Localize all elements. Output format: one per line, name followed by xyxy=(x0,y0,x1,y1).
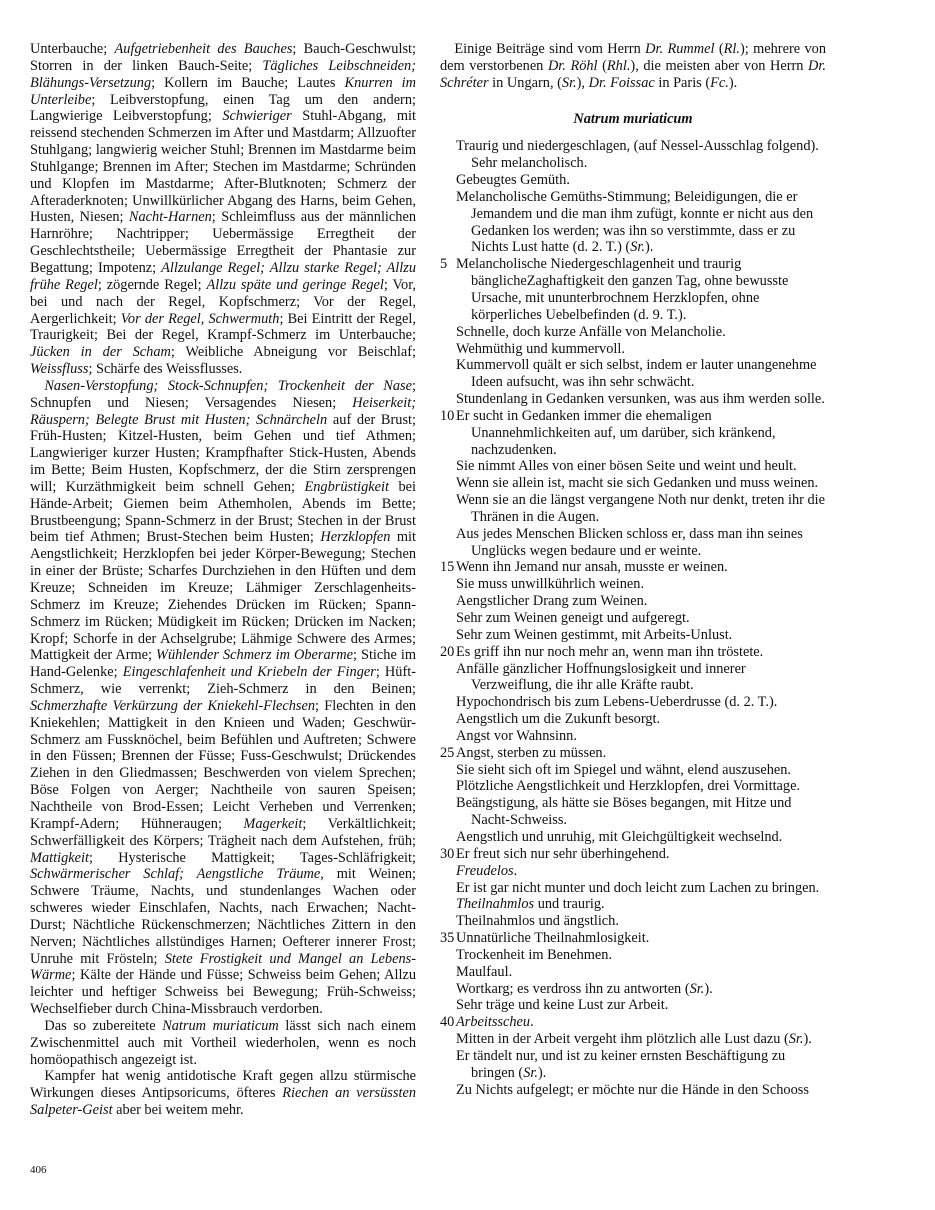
symptom-entry xyxy=(440,644,826,661)
symptom-line-number: 15 xyxy=(440,559,455,576)
symptom-line-number: 20 xyxy=(440,643,455,660)
symptom-text: Wenn sie an die längst vergangene Noth nur denkt, treten ihr die Thränen in die Augen. xyxy=(456,492,826,525)
symptom-text: Plötzliche Aengstlichkeit und Herzklopfen, drei Vormittage. xyxy=(456,778,801,795)
symptom-entry xyxy=(440,1031,826,1048)
symptom-entry xyxy=(440,745,826,762)
symptom-entry xyxy=(440,778,826,795)
symptom-text: Beängstigung, als hätte sie Böses begangen, mit Hitze und Nacht-Schweiss. xyxy=(456,795,792,829)
symptom-text: Maulfaul. xyxy=(456,963,513,980)
symptom-text: Angst, sterben zu müssen. xyxy=(456,744,607,761)
page-number: 406 xyxy=(30,1164,47,1176)
symptom-text: Mitten in der Arbeit vergeht ihm plötzlich alle Lust dazu (Sr.). xyxy=(456,1031,812,1048)
symptom-text: Trockenheit im Benehmen. xyxy=(456,946,613,963)
symptom-entry xyxy=(440,880,826,897)
symptom-text: Sie nimmt Alles von einer bösen Seite und weint und heult. xyxy=(456,458,797,475)
symptom-text: Arbeitsscheu. xyxy=(456,1014,534,1031)
symptom-entry xyxy=(440,829,826,846)
symptom-entry xyxy=(440,172,826,189)
symptom-text: Theilnahmlos und ängstlich. xyxy=(456,913,619,930)
symptom-entry xyxy=(440,981,826,998)
symptom-entry xyxy=(440,357,826,391)
symptom-text: Aus jedes Menschen Blicken schloss er, dass man ihn seines Unglücks wegen bedaure und er weinte. xyxy=(456,525,803,559)
symptom-entry xyxy=(440,947,826,964)
symptom-text: Er freut sich nur sehr überhingehend. xyxy=(456,845,670,862)
symptom-text: Sie sieht sich oft im Spiegel und wähnt, elend auszusehen. xyxy=(456,761,792,778)
symptom-text: Melancholische Niedergeschlagenheit und traurig bänglicheZaghaftigkeit den ganzen Tag, ohne bewusste Ursache, mit ununterbrochnem Herzklopfen, ohne körperliches Uebelbefinden (d. 9. T.). xyxy=(456,256,789,323)
symptom-text: Zu Nichts aufgelegt; er möchte nur die Hände in den Schooss xyxy=(456,1081,809,1098)
symptom-entry xyxy=(440,526,826,560)
symptom-entry xyxy=(440,341,826,358)
symptom-text: Wehmüthig und kummervoll. xyxy=(456,340,625,357)
symptom-entry xyxy=(440,458,826,475)
symptom-text: Sehr träge und keine Lust zur Arbeit. xyxy=(456,997,669,1014)
symptom-text: Freudelos. xyxy=(456,862,518,879)
symptom-text: Hypochondrisch bis zum Lebens-Ueberdrusse (d. 2. T.). xyxy=(456,694,778,711)
symptom-text: Wenn sie allein ist, macht sie sich Gedanken und muss weinen. xyxy=(456,475,819,492)
paragraph-antidote-note: Kampfer hat wenig antidotische Kraft gegen allzu stürmische Wirkungen dieses Antipsoricums, öfteres Riechen an versüssten Salpeter-Geist aber bei weitem mehr. xyxy=(30,1068,416,1119)
symptom-entry xyxy=(440,610,826,627)
symptom-text: Stundenlang in Gedanken versunken, was aus ihm werden solle. xyxy=(456,391,825,408)
symptom-entry xyxy=(440,576,826,593)
symptom-text: Aengstlicher Drang zum Weinen. xyxy=(456,593,648,610)
symptom-entry xyxy=(440,593,826,610)
symptom-text: Angst vor Wahnsinn. xyxy=(456,727,577,744)
symptom-entry xyxy=(440,559,826,576)
symptom-text: Melancholische Gemüths-Stimmung; Beleidigungen, die er Jemandem und die man ihm zufügt, konnte er nicht aus den Gedanken los werden; was ihn so verstimmte, dass er zu Nichts Lust hatte (d. 2. T.) (Sr.). xyxy=(456,188,814,256)
symptom-entry xyxy=(440,795,826,829)
symptom-line-number: 40 xyxy=(440,1014,455,1031)
symptom-entry xyxy=(440,930,826,947)
paragraph-repetition-note: Das so zubereitete Natrum muriaticum lässt sich nach einem Zwischenmittel auch mit Vortheil wiederholen, wenn es noch homöopathisch angezeigt ist. xyxy=(30,1017,417,1068)
symptom-entry xyxy=(440,492,826,526)
symptom-entry xyxy=(440,627,826,644)
paragraph-symptoms-chest-limbs: Nasen-Verstopfung; Stock-Schnupfen; Trockenheit der Nase; Schnupfen und Niesen; Versagendes Niesen; Heiserkeit; Räuspern; Belegte Brust mit Husten; Schnärcheln auf der Brust; Früh-Husten; Kitzel-Husten, beim Gehen und tief Athmen; Langwieriger kurzer Husten; Krampfhafter Stick-Husten, Abends im Bette; Beim Husten, Kopfschmerz, der die Stirn zersprengen will; Kurzäthmigkeit beim schnell Gehen; Engbrüstigkeit bei Hände-Arbeit; Giemen beim Athemholen, Abends im Bette; Brustbeengung; Spann-Schmerz in der Brust; Stechen in der Brust beim tief Athmen; Brust-Stechen beim Husten; Herzklopfen mit Aengstlichkeit; Herzklopfen bei jeder Körper-Bewegung; Stechen in einer der Brüste; Scharfes Durchziehen in den Hüften und dem Kreuze; Schneiden im Kreuze; Lähmiger Zerschlagenheits-Schmerz im Kreuze; Ziehendes Drücken im Rücken; Spann-Schmerz im Rücken; Müdigkeit im Rücken; Drücken im Nacken; Kropf; Schorfe in der Achselgrube; Lähmige Schwere des Armes; Mattigkeit der Arme; Wühlender Schmerz im Oberarme; Stiche im Hand-Gelenke; Eingeschlafenheit und Kriebeln der Finger; Hüft-Schmerz, wie verrenkt; Zieh-Schmerz in den Beinen; Schmerzhafte Verkürzung der Kniekehl-Flechsen; Flechten in den Kniekehlen; Mattigkeit in den Knieen und Waden; Geschwür-Schmerz am Fussknöchel, beim Befühlen und Auftreten; Schwere in den Füssen; Brennen der Füsse; Fuss-Geschwulst; Drückendes Ziehen in den Gliedmassen; Beschwerden von vielem Sprechen; Böse Folgen von Aerger; Nachtheile von sauren Speisen; Nachtheile von Brod-Essen; Leicht Verheben und Verrenken; Krampf-Adern; Hühneraugen; Magerkeit; Verkältlichkeit; Schwerfälligkeit des Körpers; Trägheit nach dem Aufstehen, früh; Mattigkeit; Hysterische Mattigkeit; Tages-Schläfrigkeit; Schwärmerischer Schlaf; Aengstliche Träume, mit Weinen; Schwere Träume, Nachts, und stundenlanges Wachen oder schweres wieder Einschlafen, Nachts, nach Erwachen; Nacht-Durst; Nächtliche Rückenschmerzen; Nächtliches Zittern in den Nerven; Nächtliches allstündiges Harnen; Oefterer innerer Frost; Unruhe mit Frösteln; Stete Frostigkeit und Mangel an Lebens-Wärme; Kälte der Hände und Füsse; Schweiss beim Gehen; Allzu leichter und heftiger Schweiss bei Bewegung; Früh-Schweiss; Wechselfieber durch China-Missbrauch verdorben. xyxy=(30,377,417,1018)
symptom-entry xyxy=(440,256,826,323)
symptom-text: Es griff ihn nur noch mehr an, wenn man ihn tröstete. xyxy=(456,643,764,660)
symptom-entry xyxy=(440,189,826,256)
symptom-line-number: 5 xyxy=(440,256,448,273)
symptom-list xyxy=(440,138,826,1098)
symptom-text: Schnelle, doch kurze Anfälle von Melancholie. xyxy=(456,323,726,340)
symptom-entry xyxy=(440,711,826,728)
symptom-line-number: 10 xyxy=(440,407,455,424)
symptom-entry xyxy=(440,1014,826,1031)
symptom-entry xyxy=(440,846,826,863)
symptom-text: Sehr zum Weinen geneigt und aufgeregt. xyxy=(456,610,690,626)
right-column xyxy=(440,41,826,1098)
symptom-entry xyxy=(440,863,826,880)
symptom-entry xyxy=(440,896,826,913)
symptom-entry xyxy=(440,138,826,172)
symptom-text: Unnatürliche Theilnahmlosigkeit. xyxy=(456,930,650,947)
paragraph-symptoms-abdomen: Unterbauche; Aufgetriebenheit des Bauches; Bauch-Geschwulst; Storren in der linken Bauch-Seite; Tägliches Leibschneiden; Blähungs-Versetzung; Kollern im Bauche; Lautes Knurren im Unterleibe; Leibverstopfung, einen Tag um den andern; Langwierige Leibverstopfung; Schwieriger Stuhl-Abgang, mit reissend stechenden Schmerzen im After und Mastdarm; Allzuofter Stuhlgang; langwierig weicher Stuhl; Brennen im Mastdarme beim Stuhlgange; Brennen im After; Stechen im Mastdarme; Schründen und Klopfen im Mastdarme; After-Blutknoten; Schmerz der Afteraderknoten; Unwillkürlicher Abgang des Harns, beim Gehen, Husten, Niesen; Nacht-Harnen; Schleimfluss aus der männlichen Harnröhre; Nachtripper; Uebermässige Erregtheit der Geschlechtstheile; Uebermässige Erregtheit der Phantasie zur Begattung; Impotenz; Allzulange Regel; Allzu starke Regel; Allzu frühe Regel; zögernde Regel; Allzu späte und geringe Regel; Vor, bei und nach der Regel, Kopfschmerz; Vor der Regel, Aergerlichkeit; Vor der Regel, Schwermuth; Bei Eintritt der Regel, Traurigkeit; Bei der Regel, Krampf-Schmerz im Unterbauche; Jücken in der Scham; Weibliche Abneigung vor Beischlaf; Weissfluss; Schärfe des Weissflusses. xyxy=(30,41,417,378)
symptom-entry xyxy=(440,694,826,711)
left-column xyxy=(30,41,416,1119)
symptom-text: Er ist gar nicht munter und doch leicht zum Lachen zu bringen. xyxy=(456,879,820,896)
symptom-line-number: 30 xyxy=(440,845,455,862)
symptom-entry xyxy=(440,408,826,459)
symptom-line-number: 35 xyxy=(440,930,455,947)
symptom-text: Aengstlich um die Zukunft besorgt. xyxy=(456,711,661,728)
symptom-text: Kummervoll quält er sich selbst, indem er lauter unangenehme Ideen aufsucht, was ihn sehr schwächt. xyxy=(456,357,817,391)
symptom-entry xyxy=(440,762,826,779)
symptom-text: Aengstlich und unruhig, mit Gleichgültigkeit wechselnd. xyxy=(456,828,783,845)
symptom-entry xyxy=(440,964,826,981)
symptom-text: Gebeugtes Gemüth. xyxy=(456,172,570,189)
section-heading: Natrum muriaticum xyxy=(573,110,693,127)
contributors-paragraph: Einige Beiträge sind vom Herrn Dr. Rummel (Rl.); mehrere von dem verstorbenen Dr. Röhl (Rhl.), die meisten aber von Herrn Dr. Schréter in Ungarn, (Sr.), Dr. Foissac in Paris (Fc.). xyxy=(440,41,826,91)
symptom-text: Traurig und niedergeschlagen, (auf Nessel-Ausschlag folgend). Sehr melancholisch. xyxy=(456,138,819,172)
symptom-text: Sie muss unwillkührlich weinen. xyxy=(456,576,645,593)
symptom-text: Theilnahmlos und traurig. xyxy=(456,896,605,913)
symptom-entry xyxy=(440,1082,826,1099)
symptom-text: Anfälle gänzlicher Hoffnungslosigkeit und innerer Verzweiflung, die ihr alle Kräfte raubt. xyxy=(456,660,746,694)
symptom-entry xyxy=(440,324,826,341)
symptom-entry xyxy=(440,728,826,745)
symptom-line-number: 25 xyxy=(440,744,455,761)
symptom-entry xyxy=(440,391,826,408)
symptom-text: Er tändelt nur, und ist zu keiner ernsten Beschäftigung zu bringen (Sr.). xyxy=(456,1047,786,1081)
symptom-entry xyxy=(440,913,826,930)
symptom-text: Wortkarg; es verdross ihn zu antworten (Sr.). xyxy=(456,980,713,997)
symptom-entry xyxy=(440,661,826,695)
symptom-text: Sehr zum Weinen gestimmt, mit Arbeits-Unlust. xyxy=(456,626,733,643)
symptom-text: Wenn ihn Jemand nur ansah, musste er weinen. xyxy=(456,559,728,576)
symptom-text: Er sucht in Gedanken immer die ehemaligen Unannehmlichkeiten auf, um darüber, sich kränkend, nachzudenken. xyxy=(456,407,776,458)
symptom-entry xyxy=(440,1048,826,1082)
symptom-entry xyxy=(440,475,826,492)
symptom-entry xyxy=(440,997,826,1014)
